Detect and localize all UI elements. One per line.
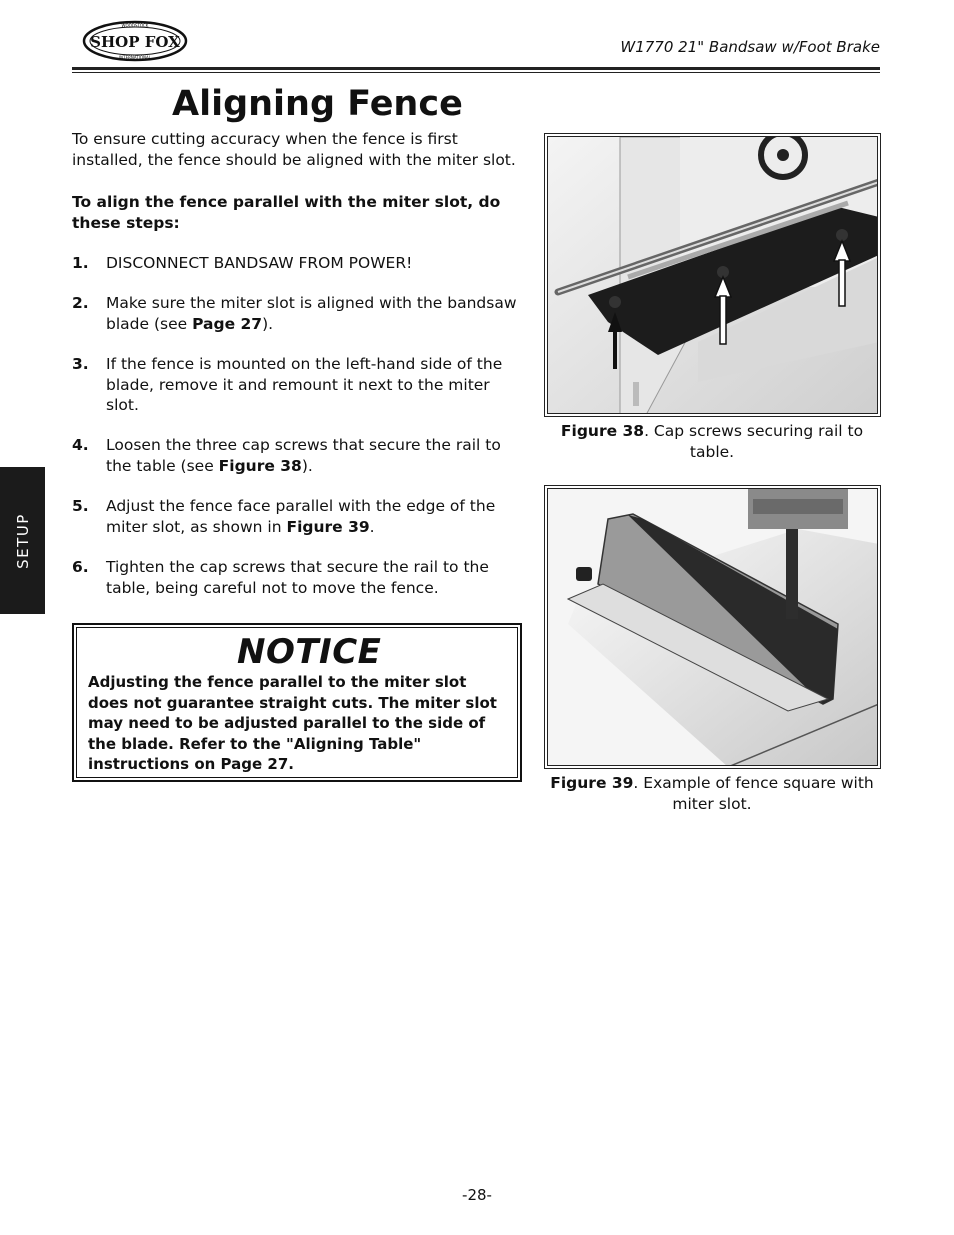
step-number: 4. <box>72 436 89 454</box>
step-text: Loosen the three cap screws that secure the rail to the table (see Figure 38). <box>106 436 501 475</box>
step-text: Make sure the miter slot is aligned with the bandsaw blade (see Page 27). <box>106 294 517 333</box>
step-number: 5. <box>72 497 89 515</box>
document-title: W1770 21" Bandsaw w/Foot Brake <box>620 38 880 56</box>
header-rule-thin <box>72 72 880 73</box>
step-number: 1. <box>72 254 89 272</box>
figure-39-photo <box>544 485 881 769</box>
header-rule <box>72 67 880 70</box>
svg-text:INTERNATIONAL: INTERNATIONAL <box>118 55 152 60</box>
side-tab-label: SETUP <box>13 512 32 569</box>
figure-38-caption: Figure 38. Cap screws securing rail to table. <box>560 422 864 461</box>
svg-text:SHOP FOX: SHOP FOX <box>90 33 180 51</box>
step-number: 6. <box>72 558 89 576</box>
step-text: Tighten the cap screws that secure the rail to the table, being careful not to move the fence. <box>106 558 489 597</box>
figure-reference: Figure 38 <box>218 456 302 475</box>
step-number: 2. <box>72 294 89 312</box>
steps-lead: To align the fence parallel with the miter slot, do these steps: <box>72 193 501 232</box>
shop-fox-logo <box>82 20 188 62</box>
figure-reference: Figure 39 <box>286 517 370 536</box>
notice-box <box>72 623 522 782</box>
figure-39-caption: Figure 39. Example of fence square with miter slot. <box>550 774 874 813</box>
notice-title: NOTICE <box>237 632 382 672</box>
figure-38-photo <box>544 133 881 417</box>
svg-text:WOODSTOCK: WOODSTOCK <box>121 23 149 28</box>
page-title: Aligning Fence <box>172 84 463 124</box>
step-text: Adjust the fence face parallel with the edge of the miter slot, as shown in Figure 39. <box>106 497 496 536</box>
page-number: -28- <box>462 1186 492 1204</box>
page-reference: Page 27 <box>192 314 263 333</box>
step-number: 3. <box>72 355 89 373</box>
step-text: DISCONNECT BANDSAW FROM POWER! <box>106 254 413 272</box>
section-side-tab <box>0 467 45 614</box>
notice-body: Adjusting the fence parallel to the miter slot does not guarantee straight cuts. The miter slot may need to be adjusted parallel to the side of the blade. Refer to the "Aligning Table" instructions on Page 27. <box>88 673 497 773</box>
intro-paragraph: To ensure cutting accuracy when the fence is first installed, the fence should be aligned with the miter slot. <box>72 130 516 169</box>
step-text: If the fence is mounted on the left-hand side of the blade, remove it and remount it next to the miter slot. <box>106 355 503 414</box>
